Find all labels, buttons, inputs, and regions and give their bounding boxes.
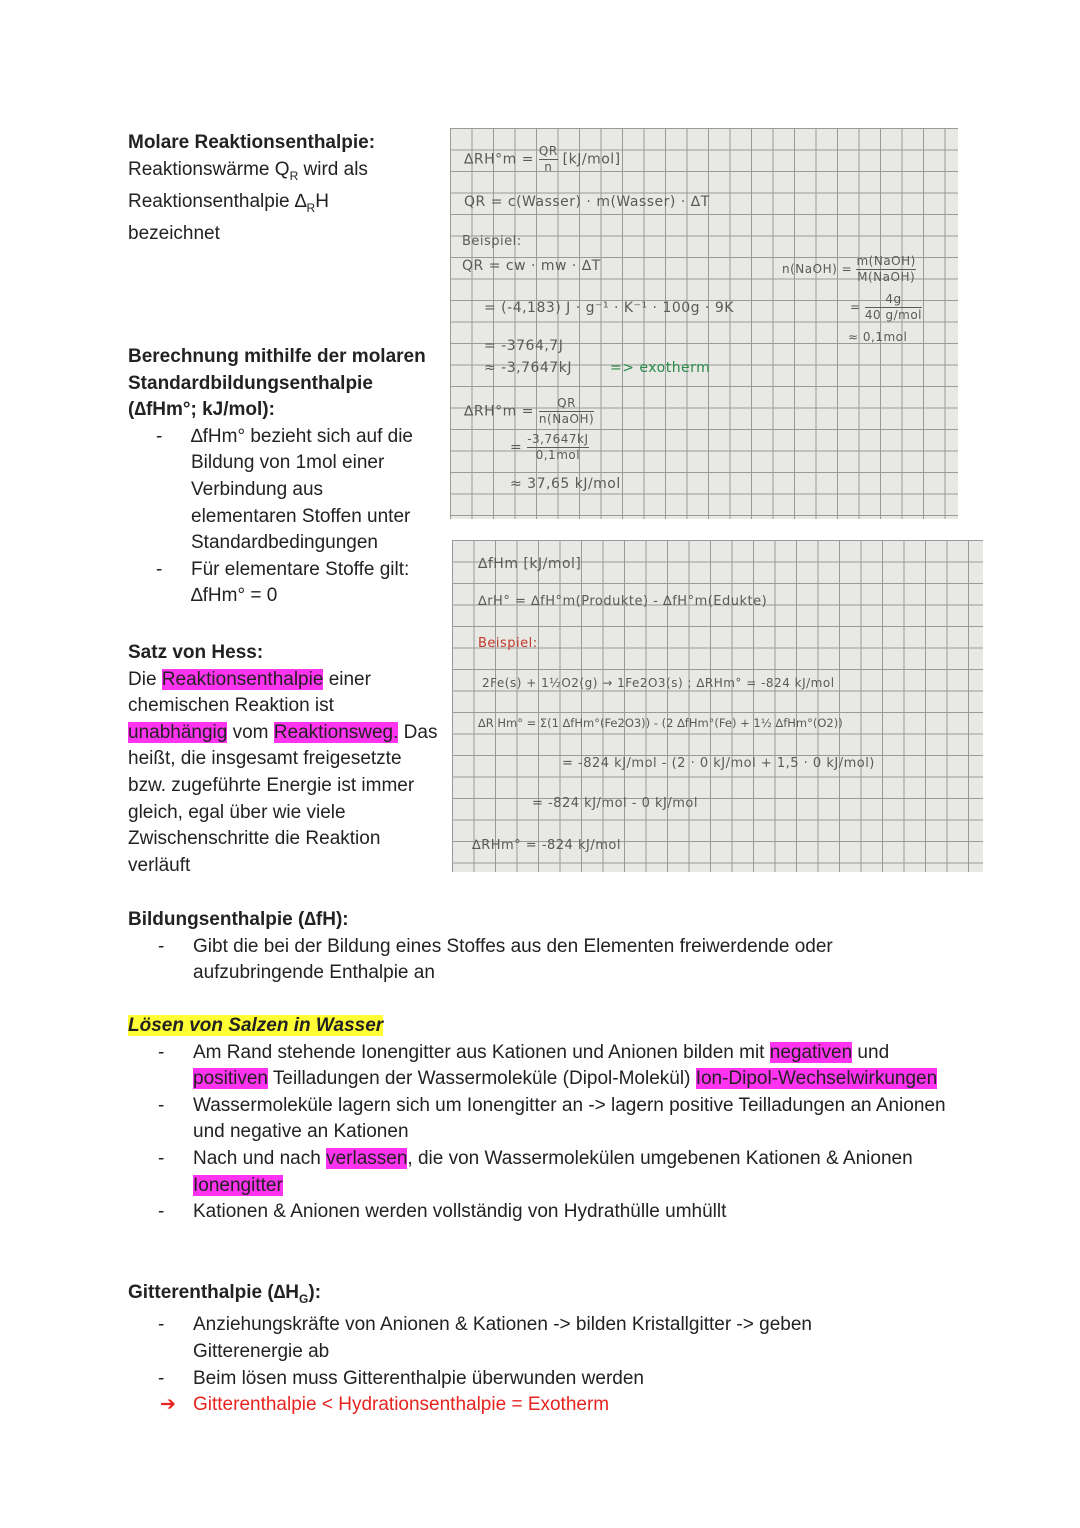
hw-hess-6: = -824 kJ/mol - 0 kJ/mol — [532, 796, 698, 811]
hw-moles-1: n(NaOH) = $\frac{\text{m(NaOH)}}{\text{M(NaOH)}}$ — [782, 254, 916, 284]
hw-hess-beispiel: Beispiel: — [478, 636, 538, 651]
highlight-negativen: negativen — [769, 1041, 853, 1063]
gitter-bullet-1: - Anziehungskräfte von Anionen & Kationen -> bilden Kristallgitter -> geben Gitterenergie ab — [128, 1312, 858, 1365]
hw-formula-4: = (-4,183) J · g⁻¹ · K⁻¹ · 100g · 9K — [484, 300, 734, 316]
hw-formula-1: ∆RH°m = $\frac{QR}{n}$ [kJ/mol] — [464, 144, 621, 174]
hw-moles-2: = $\frac{4g}{\text{40 g/mol}}$ — [850, 292, 922, 322]
gitter-conclusion: ➔ Gitterenthalpie < Hydrationsenthalpie = Exotherm — [128, 1392, 858, 1419]
hw-hess-4: ∆R Hm° = Σ(1 ∆fHm°(Fe2O3)) - (2 ∆fHm°(Fe) + 1½ ∆fHm°(O2)) — [478, 716, 843, 730]
hw-formula-7: ∆RH°m = $\frac{QR}{\text{n(NaOH)}}$ — [464, 396, 595, 426]
heading-hess: Satz von Hess: — [128, 642, 264, 663]
hw-beispiel: Beispiel: — [462, 234, 522, 249]
section-berechnung — [128, 344, 433, 610]
heading-berechnung-1: Berechnung mithilfe der molaren — [128, 346, 426, 367]
highlight-verlassen: verlassen — [326, 1147, 408, 1169]
bildung-bullet-1: - Gibt die bei der Bildung eines Stoffes aus den Elementen freiwerdende oder aufzubringende Enthalpie an — [128, 934, 928, 987]
hw-hess-3: 2Fe(s) + 1½O2(g) → 1Fe2O3(s) ; ∆RHm° = -824 kJ/mol — [482, 676, 835, 690]
berechnung-bullet-2: - Für elementare Stoffe gilt: ∆fHm° = 0 — [126, 557, 433, 610]
gitter-bullet-2: - Beim lösen muss Gitterenthalpie überwunden werden — [128, 1366, 858, 1393]
section-gitter — [128, 1280, 858, 1419]
molare-line2: Reaktionsenthalpie $\Delta_RH$ — [128, 190, 329, 215]
section-loesen — [128, 1013, 958, 1226]
hw-moles-3: ≈ 0,1mol — [848, 330, 908, 344]
molare-line1: Reaktionswärme $Q_R$ wird als — [128, 158, 368, 183]
highlight-reaktionsenthalpie: Reaktionsenthalpie — [161, 668, 324, 690]
section-hess — [128, 640, 438, 879]
heading-berechnung-3: (∆fHm°; kJ/mol): — [128, 399, 275, 421]
loesen-bullet-3: - Nach und nach verlassen, die von Wassermolekülen umgebenen Kationen & Anionen Ionengitter — [128, 1146, 958, 1199]
hw-exotherm: => exotherm — [610, 360, 711, 376]
heading-loesen: Lösen von Salzen in Wasser — [128, 1015, 384, 1036]
hw-formula-2: QR = c(Wasser) · m(Wasser) · ∆T — [464, 194, 710, 210]
loesen-bullet-2: - Wassermoleküle lagern sich um Ionengitter an -> lagern positive Teilladungen an Anionen und negative an Kationen — [128, 1093, 958, 1146]
loesen-bullet-1: - Am Rand stehende Ionengitter aus Kationen und Anionen bilden mit negativen und positiven Teilladungen der Wassermoleküle (Dipol-Molekül) Ion-Dipol-Wechselwirkungen — [128, 1040, 958, 1093]
hw-formula-6: ≈ -3,7647kJ — [484, 360, 572, 376]
berechnung-bullet-1: - ∆fHm° bezieht sich auf die Bildung von 1mol einer Verbindung aus elementaren Stoffen unter Standardbedingungen — [126, 424, 433, 557]
hw-hess-2: ∆rH° = ∆fH°m(Produkte) - ∆fH°m(Edukte) — [478, 594, 768, 609]
hess-paragraph: Die Reaktionsenthalpie einer chemischen Reaktion ist unabhängig vom Reaktionsweg. Das heißt, die insgesamt freigesetzte bzw. zugeführte Energie ist immer gleich, egal über wie viele Zwischenschritte die Reaktion verläuft — [128, 668, 438, 876]
heading-gitter: Gitterenthalpie $(\Delta H_G)$: — [128, 1282, 322, 1306]
section-molare — [128, 130, 428, 248]
hw-formula-9: ≈ 37,65 kJ/mol — [510, 476, 621, 492]
hw-formula-5: = -3764,7J — [484, 338, 564, 354]
molare-line3: bezeichnet — [128, 223, 220, 245]
heading-berechnung-2: Standardbildungsenthalpie — [128, 372, 373, 394]
hw-formula-8: = $\frac{-3,7647kJ}{\text{0,1mol}}$ — [510, 432, 589, 462]
handwritten-notes-photo-2 — [452, 540, 983, 872]
highlight-unabhaengig: unabhängig — [128, 721, 228, 743]
hw-hess-1: ∆fHm [kJ/mol] — [478, 556, 582, 572]
highlight-ion-dipol: Ion-Dipol-Wechselwirkungen — [695, 1068, 938, 1090]
highlight-reaktionsweg: Reaktionsweg. — [273, 721, 399, 743]
highlight-ionengitter: Ionengitter — [193, 1174, 283, 1196]
section-bildung — [128, 907, 928, 987]
loesen-bullet-4: - Kationen & Anionen werden vollständig von Hydrathülle umhüllt — [128, 1199, 958, 1226]
hw-formula-3: QR = cw · mw · ∆T — [462, 258, 601, 274]
heading-bildung: Bildungsenthalpie (∆fH): — [128, 909, 349, 930]
hw-hess-5: = -824 kJ/mol - (2 · 0 kJ/mol + 1,5 · 0 kJ/mol) — [562, 756, 875, 771]
highlight-positiven: positiven — [193, 1068, 268, 1090]
handwritten-notes-photo-1 — [450, 128, 958, 519]
heading-molare: Molare Reaktionsenthalpie: — [128, 132, 376, 153]
hw-hess-7: ∆RHm° = -824 kJ/mol — [472, 838, 621, 853]
